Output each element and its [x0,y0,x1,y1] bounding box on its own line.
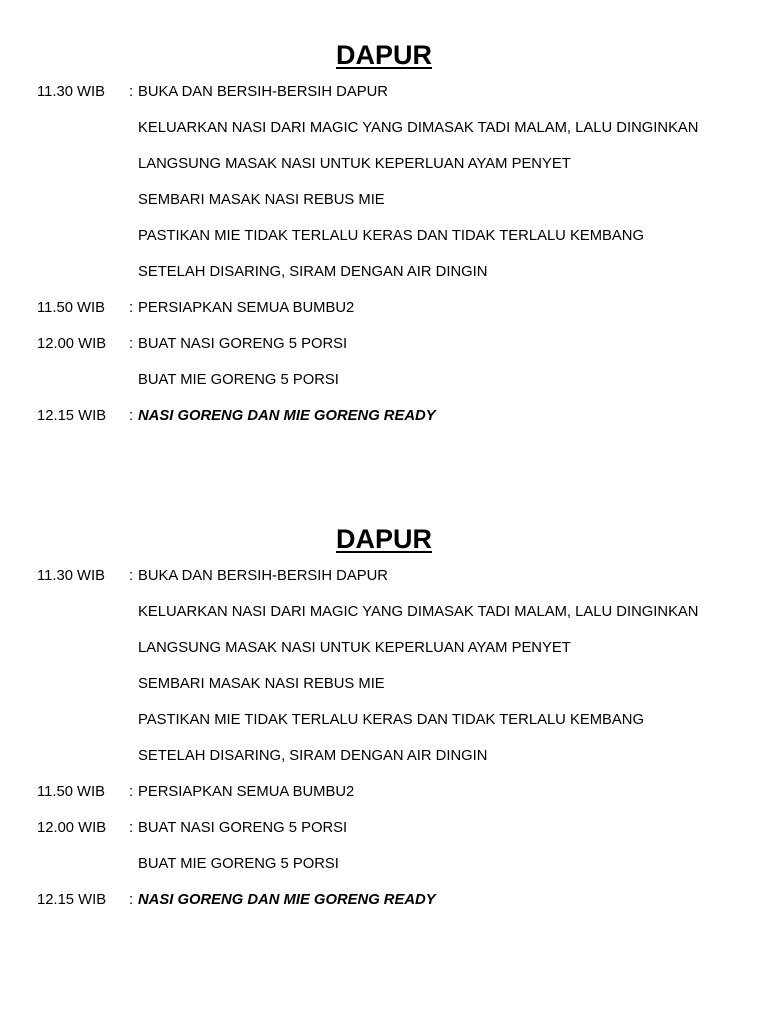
row-time: 11.30 WIB [37,84,105,100]
row-task: BUAT MIE GORENG 5 PORSI [138,372,339,388]
row-time: 12.00 WIB [37,820,107,836]
schedule-row [0,371,768,407]
row-task-emphasis: NASI GORENG DAN MIE GORENG READY [138,892,436,908]
schedule-row [0,891,768,927]
row-task: BUAT MIE GORENG 5 PORSI [138,856,339,872]
row-task-emphasis: NASI GORENG DAN MIE GORENG READY [138,408,436,424]
row-time: 12.15 WIB [37,408,107,424]
row-colon: : [129,408,134,424]
schedule-row [0,675,768,711]
row-colon: : [129,568,134,584]
row-time: 12.15 WIB [37,892,107,908]
schedule-row [0,567,768,603]
schedule-rows [0,567,768,927]
row-task: SETELAH DISARING, SIRAM DENGAN AIR DINGIN [138,748,488,764]
schedule-row [0,639,768,675]
schedule-block-1 [0,36,768,443]
row-colon: : [129,84,134,100]
row-task: SEMBARI MASAK NASI REBUS MIE [138,192,385,208]
row-time: 11.50 WIB [37,300,105,316]
schedule-row [0,263,768,299]
row-task: KELUARKAN NASI DARI MAGIC YANG DIMASAK TADI MALAM, LALU DINGINKAN [138,120,699,136]
row-colon: : [129,784,134,800]
row-time: 12.00 WIB [37,336,107,352]
row-task: PASTIKAN MIE TIDAK TERLALU KERAS DAN TIDAK TERLALU KEMBANG [138,228,644,244]
row-task: LANGSUNG MASAK NASI UNTUK KEPERLUAN AYAM PENYET [138,640,571,656]
row-task: PERSIAPKAN SEMUA BUMBU2 [138,784,355,800]
row-task: LANGSUNG MASAK NASI UNTUK KEPERLUAN AYAM PENYET [138,156,571,172]
schedule-title: DAPUR [335,40,432,70]
schedule-row [0,711,768,747]
schedule-row [0,407,768,443]
row-task: SEMBARI MASAK NASI REBUS MIE [138,676,385,692]
row-task: PERSIAPKAN SEMUA BUMBU2 [138,300,355,316]
schedule-block-2 [0,520,768,927]
row-colon: : [129,820,134,836]
schedule-row [0,155,768,191]
schedule-row [0,335,768,371]
row-colon: : [129,300,134,316]
schedule-row [0,819,768,855]
schedule-row [0,191,768,227]
row-task: BUKA DAN BERSIH-BERSIH DAPUR [138,568,388,584]
row-task: PASTIKAN MIE TIDAK TERLALU KERAS DAN TIDAK TERLALU KEMBANG [138,712,644,728]
row-time: 11.30 WIB [37,568,105,584]
schedule-row [0,747,768,783]
schedule-row [0,783,768,819]
row-colon: : [129,892,134,908]
schedule-row [0,603,768,639]
row-task: SETELAH DISARING, SIRAM DENGAN AIR DINGIN [138,264,488,280]
schedule-title: DAPUR [335,524,432,554]
row-task: BUKA DAN BERSIH-BERSIH DAPUR [138,84,388,100]
schedule-row [0,299,768,335]
schedule-row [0,119,768,155]
row-task: KELUARKAN NASI DARI MAGIC YANG DIMASAK TADI MALAM, LALU DINGINKAN [138,604,699,620]
schedule-row [0,227,768,263]
schedule-row [0,855,768,891]
row-time: 11.50 WIB [37,784,105,800]
schedule-row [0,83,768,119]
row-task: BUAT NASI GORENG 5 PORSI [138,820,348,836]
row-colon: : [129,336,134,352]
row-task: BUAT NASI GORENG 5 PORSI [138,336,348,352]
schedule-rows [0,83,768,443]
